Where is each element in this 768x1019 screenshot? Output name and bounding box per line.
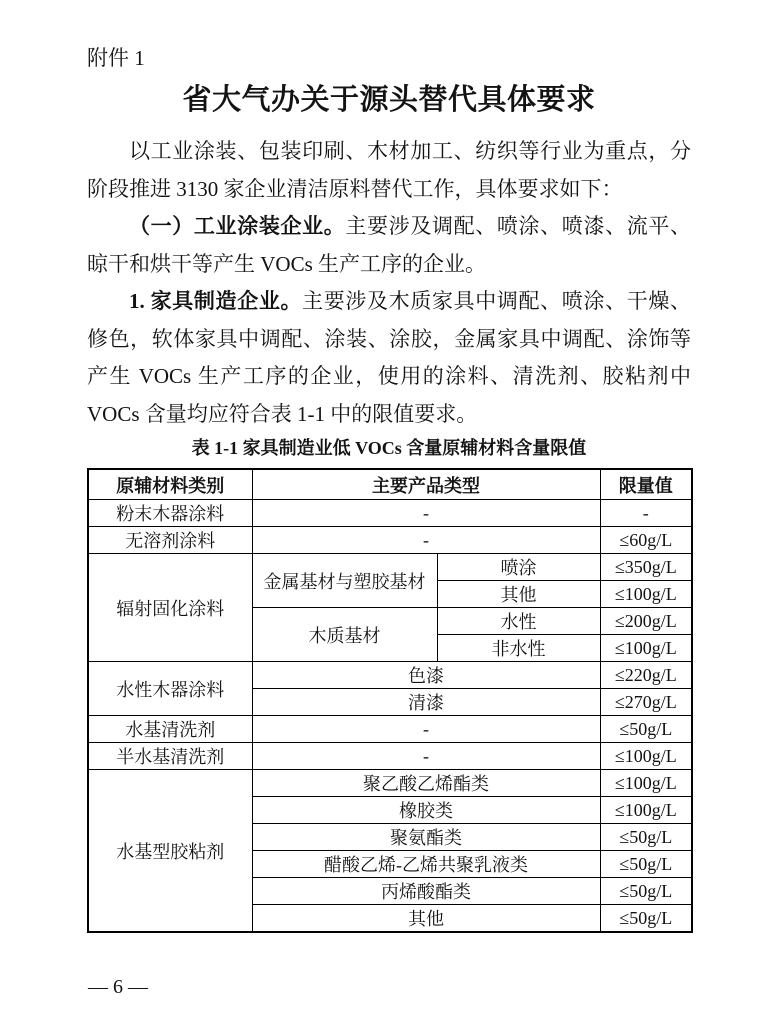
doc-title: 省大气办关于源头替代具体要求 — [182, 84, 596, 116]
table-cell: 木质基材 — [252, 608, 437, 662]
table-cell: ≤270g/L — [600, 689, 692, 716]
heading-industrial-coating: （一）工业涂装企业。 — [129, 214, 346, 238]
paragraph-furniture — [87, 283, 691, 433]
table-cell: 聚氨酯类 — [252, 824, 600, 851]
table-cell: 橡胶类 — [252, 797, 600, 824]
table-cell: 水基清洗剂 — [88, 716, 252, 743]
table-row — [88, 662, 692, 689]
page-number: — 6 — — [88, 976, 148, 998]
table-cell: 辐射固化涂料 — [88, 554, 252, 662]
table-cell: 聚乙酸乙烯酯类 — [252, 770, 600, 797]
paragraph-furniture-text: 主要涉及木质家具中调配、喷涂、干燥、修色，软体家具中调配、涂装、涂胶，金属家具中调配、涂饰等产生 VOCs 生产工序的企业，使用的涂料、清洗剂、胶粘剂中 VOCs 含量均应符合表 1-1 中的限值要求。 — [87, 289, 692, 426]
table-cell: 非水性 — [437, 635, 600, 662]
col-header-limit: 限量值 — [600, 469, 692, 500]
table-cell: ≤100g/L — [600, 743, 692, 770]
table-row — [88, 500, 692, 527]
table-cell: ≤350g/L — [600, 554, 692, 581]
paragraph-intro-text: 以工业涂装、包装印刷、木材加工、纺织等行业为重点，分阶段推进 3130 家企业清洁原料替代工作，具体要求如下： — [87, 139, 691, 201]
table-cell: ≤100g/L — [600, 797, 692, 824]
table-cell: 金属基材与塑胶基材 — [252, 554, 437, 608]
table-row — [88, 716, 692, 743]
table-cell: ≤100g/L — [600, 770, 692, 797]
table-row — [88, 554, 692, 581]
table-cell: 色漆 — [252, 662, 600, 689]
table-cell: - — [252, 527, 600, 554]
table-cell: ≤220g/L — [600, 662, 692, 689]
paragraph-intro — [87, 133, 691, 208]
table-cell: 粉末木器涂料 — [88, 500, 252, 527]
paragraph-industrial-coating-text: 主要涉及调配、喷涂、喷漆、流平、晾干和烘干等产生 VOCs 生产工序的企业。 — [87, 214, 692, 276]
col-header-product: 主要产品类型 — [252, 469, 600, 500]
table-row — [88, 770, 692, 797]
table-cell: ≤60g/L — [600, 527, 692, 554]
table-cell: ≤50g/L — [600, 878, 692, 905]
table-cell: 水性木器涂料 — [88, 662, 252, 716]
table-cell: - — [252, 500, 600, 527]
table-cell: ≤50g/L — [600, 851, 692, 878]
table-cell: - — [600, 500, 692, 527]
voc-limit-table — [87, 468, 693, 933]
table-cell: 其他 — [437, 581, 600, 608]
table-cell: 醋酸乙烯-乙烯共聚乳液类 — [252, 851, 600, 878]
table-cell: 丙烯酸酯类 — [252, 878, 600, 905]
attachment-label: 附件 1 — [87, 46, 145, 70]
table-row — [88, 743, 692, 770]
table-title: 表 1-1 家具制造业低 VOCs 含量原辅材料含量限值 — [191, 438, 587, 458]
table-cell: ≤100g/L — [600, 581, 692, 608]
table-cell: 水基型胶粘剂 — [88, 770, 252, 933]
table-cell: ≤50g/L — [600, 824, 692, 851]
table-row — [88, 527, 692, 554]
table-cell: ≤100g/L — [600, 635, 692, 662]
heading-furniture: 1. 家具制造企业。 — [129, 289, 303, 313]
table-cell: 水性 — [437, 608, 600, 635]
table-cell: ≤200g/L — [600, 608, 692, 635]
table-cell: - — [252, 743, 600, 770]
table-cell: 其他 — [252, 905, 600, 933]
body-text — [87, 133, 691, 433]
table-cell: ≤50g/L — [600, 905, 692, 933]
table-cell: - — [252, 716, 600, 743]
table-cell: 半水基清洗剂 — [88, 743, 252, 770]
table-cell: 无溶剂涂料 — [88, 527, 252, 554]
table-cell: ≤50g/L — [600, 716, 692, 743]
col-header-material: 原辅材料类别 — [88, 469, 252, 500]
table-cell: 清漆 — [252, 689, 600, 716]
table-cell: 喷涂 — [437, 554, 600, 581]
table-header-row — [88, 469, 692, 500]
paragraph-industrial-coating — [87, 208, 691, 283]
